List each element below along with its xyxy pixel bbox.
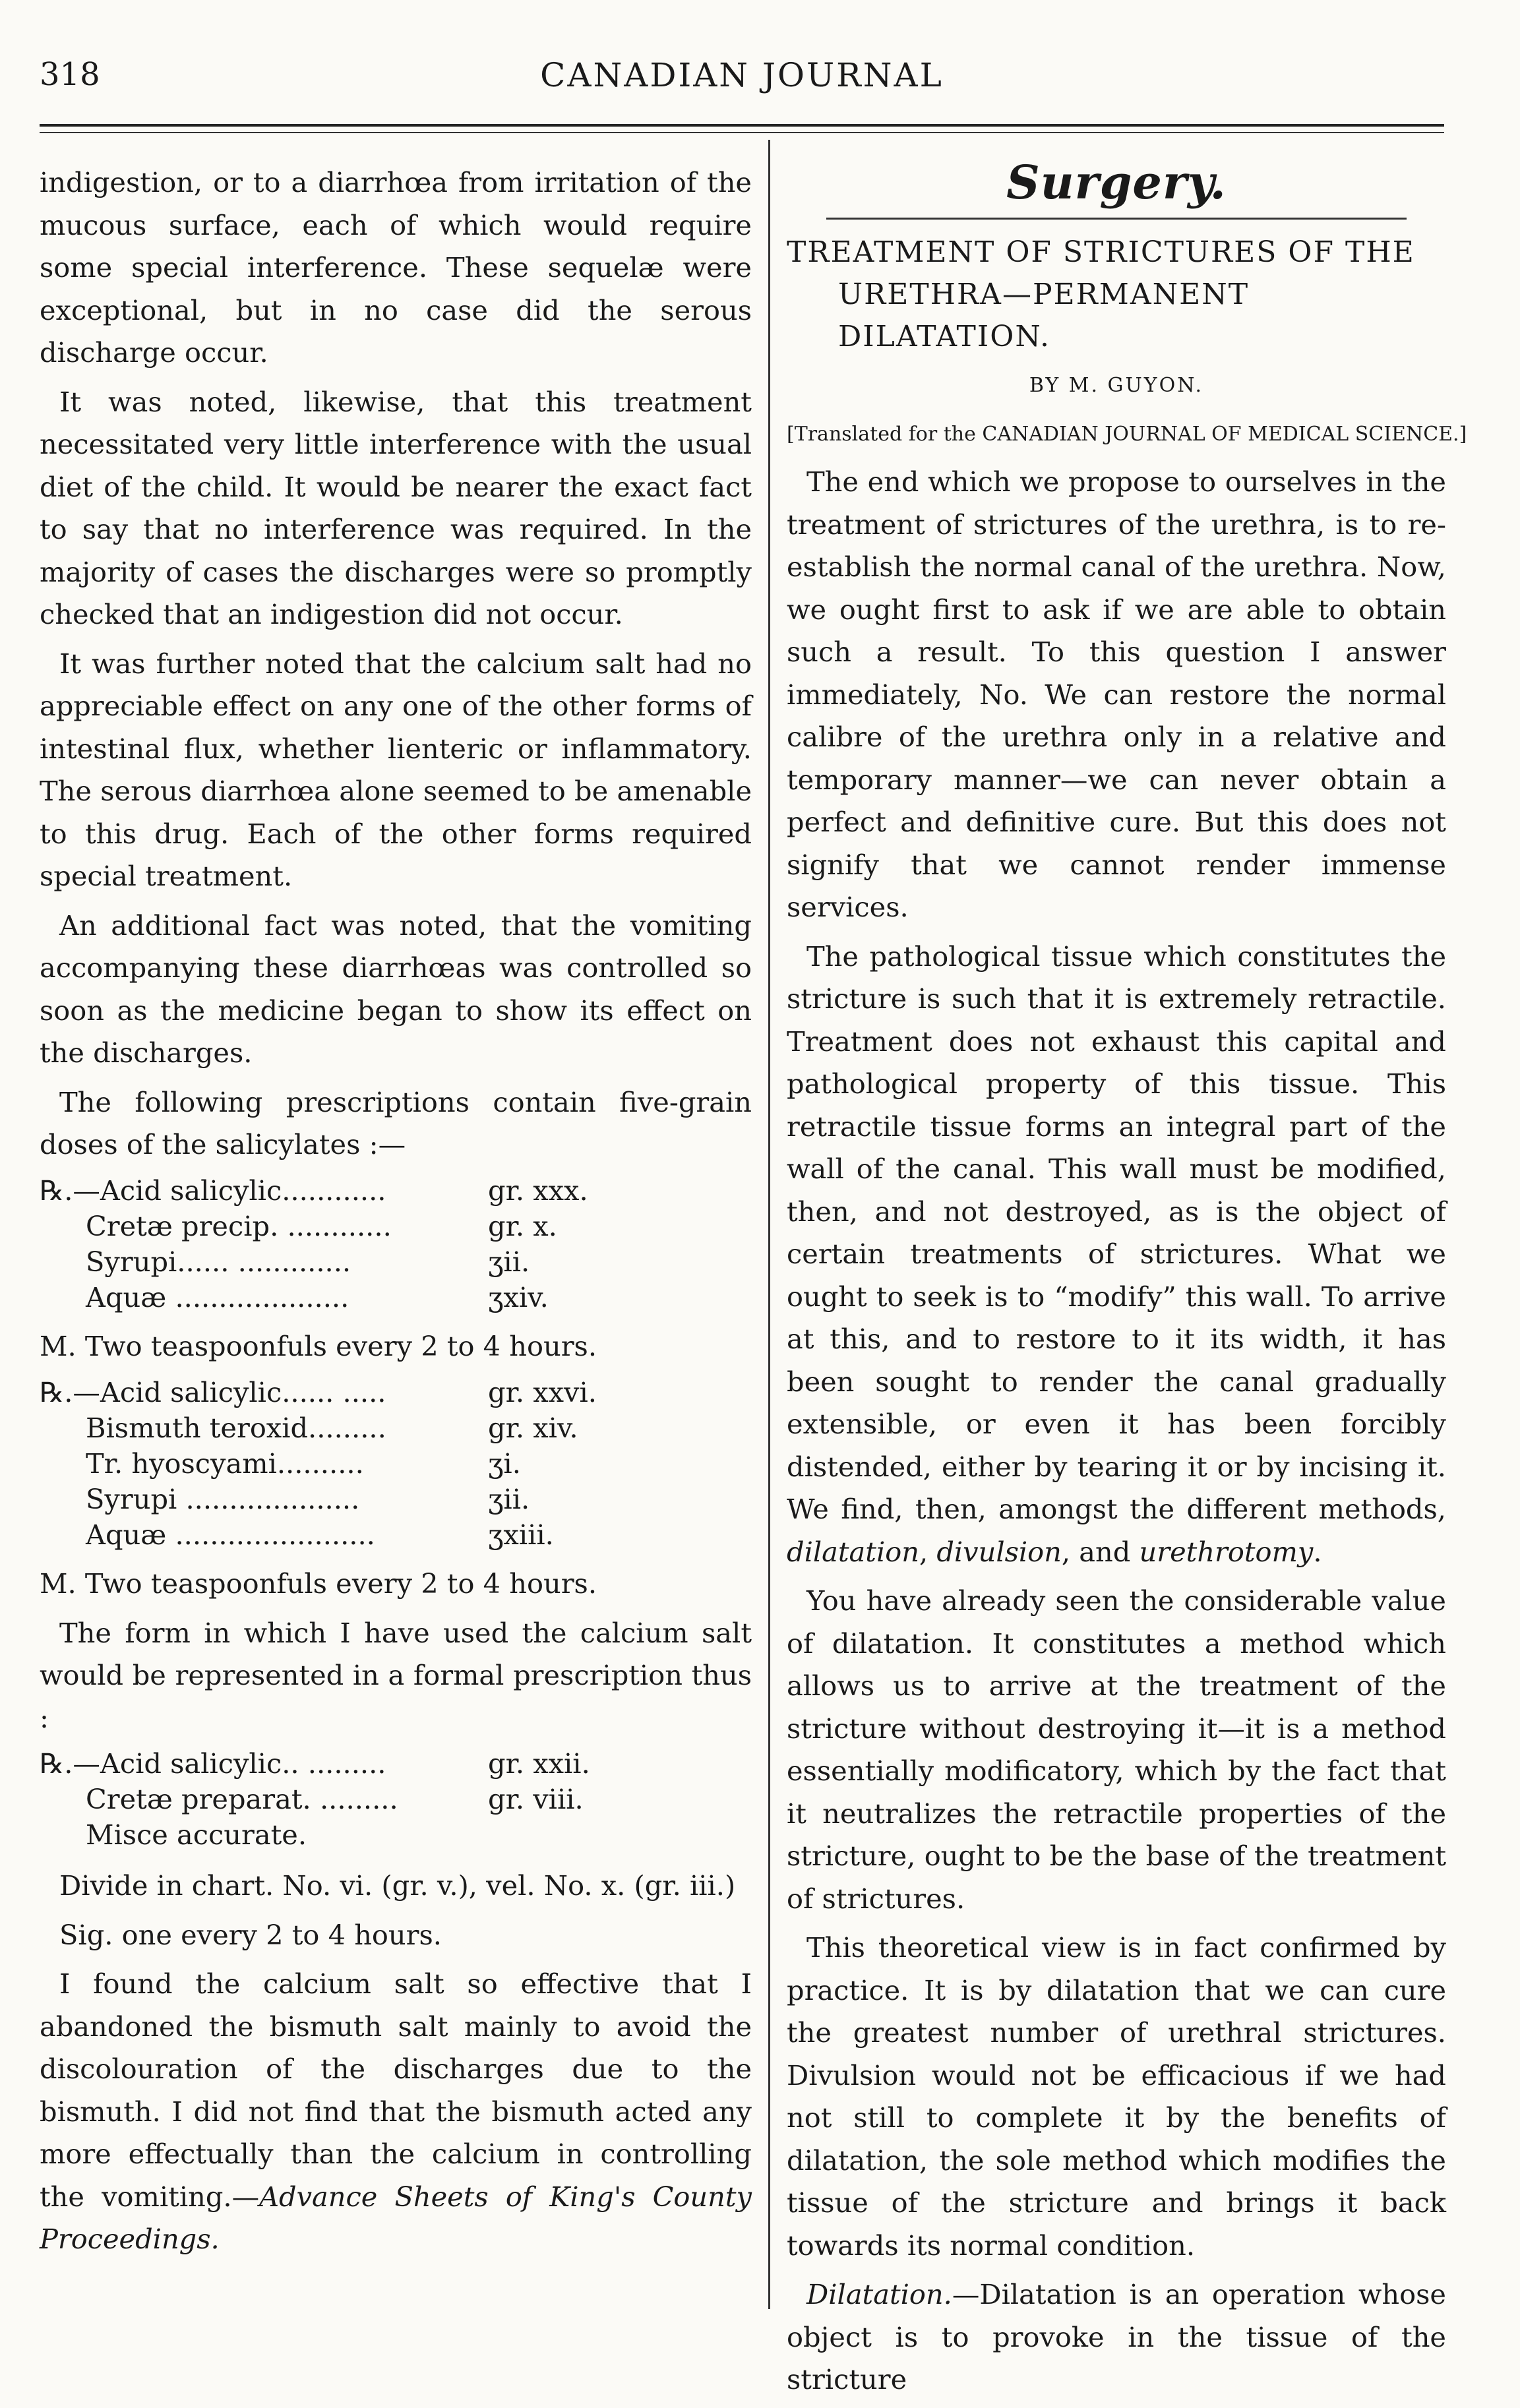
paragraph: The pathological tissue which constitutes the stricture is such that it is extremely retractile. Treatment does not exhaust this capital and pathological property of this tissue. This retractile tissue forms an integral part of the wall of the canal. This wall must be modified, then, and not destroyed, as is the object of certain treatments of strictures. What we ought to seek is to “modify” this wall. To arrive at this, and to restore to it its width, it has been sought to render the canal gradually extensible, or even it has been forcibly distended, either by tearing it or by incising it. We find, then, amongst the different methods, dilatation, divulsion, and urethrotomy. bbox=[787, 940, 1446, 1568]
paragraph: This theoretical view is in fact confirmed by practice. It is by dilatation that we can cure the greatest number of urethral strictures. Divulsion would not be efficacious if we had not still to complete it by the benefits of dilatation, the sole method which modifies the tissue of the stricture and brings it back towards its normal condition. bbox=[787, 1931, 1446, 2262]
rx-line: Misce accurate. bbox=[86, 1819, 307, 1851]
paragraph: Sig. one every 2 to 4 hours. bbox=[59, 1918, 442, 1951]
prescription-1 bbox=[40, 1173, 752, 1315]
rx-line: ℞.—Acid salicylic............ gr. xxx. bbox=[40, 1174, 588, 1207]
rx-line: Aquæ ....................... ʒxiii. bbox=[86, 1518, 554, 1551]
paragraph: The following prescriptions contain five-grain doses of the salicylates :— bbox=[40, 1085, 752, 1160]
paragraph: Dilatation.—Dilatation is an operation whose object is to provoke in the tissue of the stricture bbox=[787, 2278, 1446, 2395]
source-citation: Advance Sheets of King's County Proceedings. bbox=[40, 2180, 752, 2255]
rx-line: Cretæ preparat. ......... gr. viii. bbox=[86, 1783, 584, 1815]
rx-line: Syrupi .................... ʒii. bbox=[86, 1482, 530, 1515]
rx-line: Aquæ .................... ʒxiv. bbox=[86, 1280, 549, 1313]
article-title: TREATMENT OF STRICTURES OF THE URETHRA—PERMANENT DILATATION. bbox=[787, 235, 1415, 353]
run-in-heading: Dilatation. bbox=[806, 2278, 952, 2310]
column-divider bbox=[768, 140, 770, 2309]
paragraph: You have already seen the considerable value of dilatation. It constitutes a method which allows us to arrive at the treatment of the stricture without destroying it—it is a method essentially modificatory, which by the fact that it neutralizes the retractile properties of the stricture, ought to be the base of the treatment of strictures. bbox=[787, 1584, 1446, 1915]
header-rule-thin bbox=[40, 132, 1444, 133]
paragraph: indigestion, or to a diarrhœa from irritation of the mucous surface, each of which would require some special interference. These sequelæ were exceptional, but in no case did the serous discharge occur. bbox=[40, 166, 752, 369]
running-head: CANADIAN JOURNAL bbox=[540, 56, 944, 94]
paragraph: I found the calcium salt so effective that I abandoned the bismuth salt mainly to avoid the discolouration of the discharges due to the bismuth. I did not find that the bismuth acted any more effectually than the calcium in controlling the vomiting.—Advance Sheets of King's County Proceedings. bbox=[40, 1968, 752, 2255]
rx-directions: M. Two teaspoonfuls every 2 to 4 hours. bbox=[40, 1567, 597, 1600]
translation-note: [Translated for the CANADIAN JOURNAL OF MEDICAL SCIENCE.] bbox=[787, 423, 1467, 446]
paragraph: It was further noted that the calcium salt had no appreciable effect on any one of the other forms of intestinal flux, whether lienteric or inflammatory. The serous diarrhœa alone seemed to be amenable to this drug. Each of the other forms required special treatment. bbox=[40, 647, 752, 892]
rx-line: Cretæ precip. ............ gr. x. bbox=[86, 1209, 557, 1242]
byline: BY M. GUYON. bbox=[1029, 373, 1204, 397]
paragraph: An additional fact was noted, that the vomiting accompanying these diarrhœas was controlled so soon as the medicine began to show its effect on the discharges. bbox=[40, 909, 752, 1069]
rx-line: Bismuth teroxid......... gr. xiv. bbox=[86, 1411, 578, 1444]
rx-directions: M. Two teaspoonfuls every 2 to 4 hours. bbox=[40, 1329, 597, 1362]
paragraph: It was noted, likewise, that this treatment necessitated very little interference with the usual diet of the child. It would be nearer the exact fact to say that no interference was required. In the majority of cases the discharges were so promptly checked that an indigestion did not occur. bbox=[40, 385, 752, 630]
paragraph: Divide in chart. No. vi. (gr. v.), vel. No. x. (gr. iii.) bbox=[59, 1869, 736, 1902]
left-column bbox=[40, 162, 752, 2268]
right-column bbox=[787, 155, 1467, 2408]
paragraph: The end which we propose to ourselves in the treatment of strictures of the urethra, is to re-establish the normal canal of the urethra. Now, we ought first to ask if we are able to obtain such a result. To this question I answer immediately, No. We can restore the normal calibre of the urethra only in a relative and temporary manner—we can never obtain a perfect and definitive cure. But this does not signify that we cannot render immense services. bbox=[787, 466, 1446, 923]
title-rule bbox=[826, 218, 1407, 220]
rx-line: ℞.—Acid salicylic...... ..... gr. xxvi. bbox=[40, 1375, 597, 1408]
page-number: 318 bbox=[40, 56, 100, 93]
rx-line: Tr. hyoscyami.......... ʒi. bbox=[86, 1447, 521, 1480]
header-rule-thick bbox=[40, 124, 1444, 127]
paragraph: The form in which I have used the calcium salt would be represented in a formal prescription thus : bbox=[40, 1616, 752, 1734]
section-title: Surgery. bbox=[1006, 155, 1227, 210]
page-header bbox=[40, 56, 1444, 102]
rx-line: Syrupi...... ............. ʒii. bbox=[86, 1245, 530, 1278]
prescription-2 bbox=[40, 1375, 752, 1553]
rx-line: ℞.—Acid salicylic.. ......... gr. xxii. bbox=[40, 1747, 590, 1780]
prescription-3 bbox=[40, 1746, 752, 1853]
